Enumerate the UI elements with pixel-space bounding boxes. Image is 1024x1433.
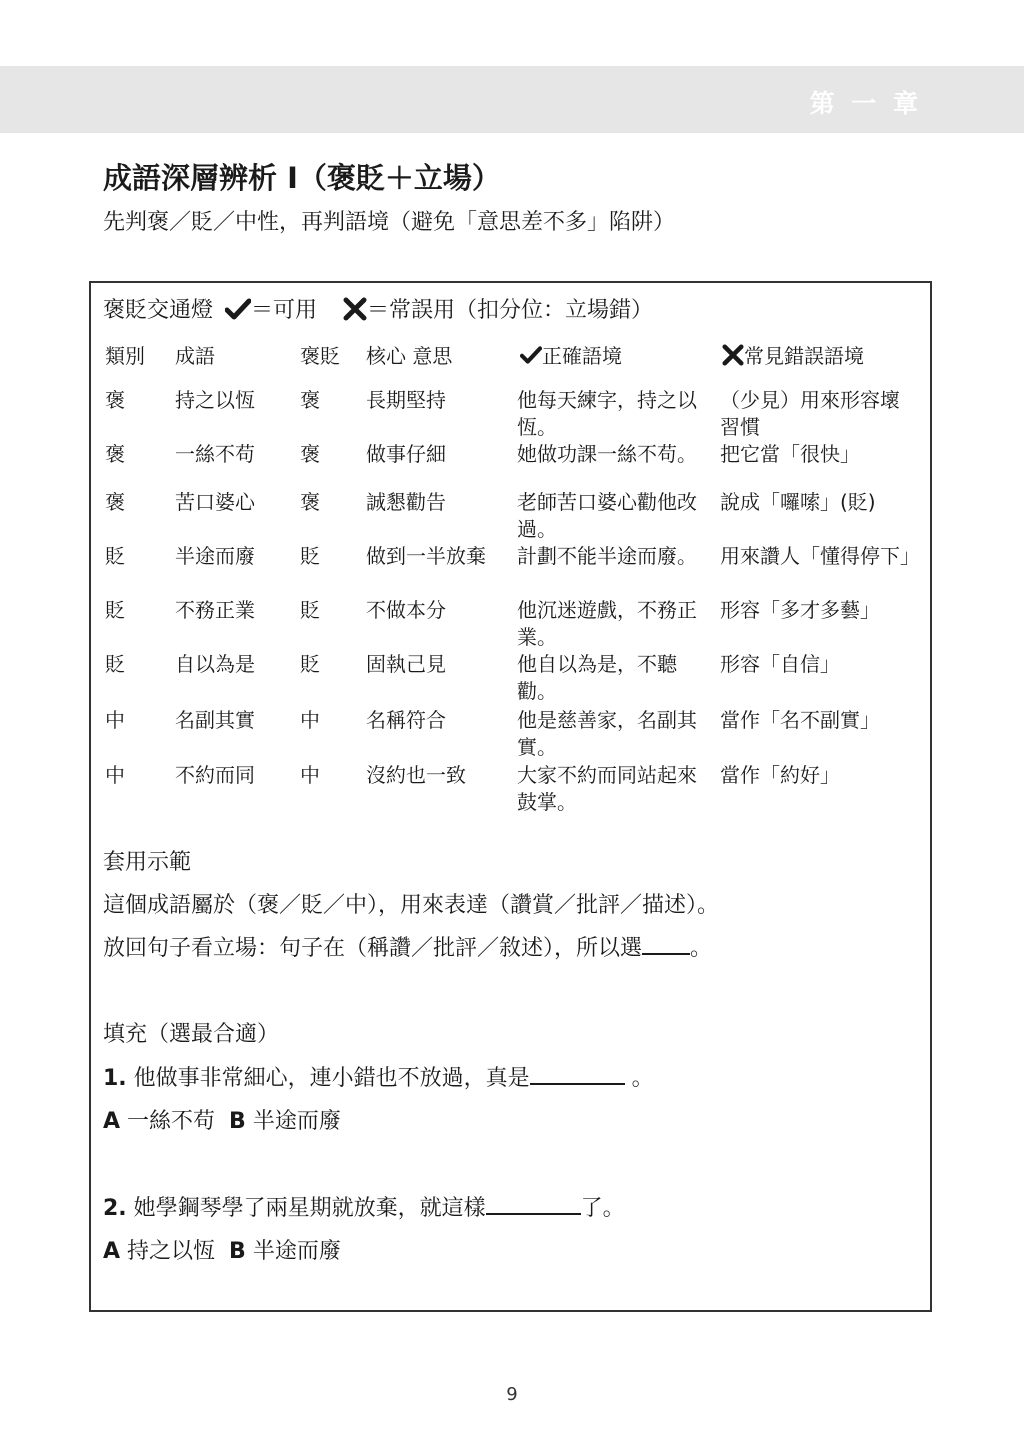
- table-cell-wrong: （少見）用來形容壞習慣: [720, 388, 900, 439]
- question-2: [103, 1191, 625, 1222]
- question-1-blank[interactable]: [530, 1082, 625, 1085]
- usage-line-1: 這個成語屬於（褒／貶／中），用來表達（讚賞／批評／描述）。: [103, 893, 720, 918]
- table-cell-wrong: 形容「多才多藝」: [720, 598, 880, 622]
- header-category: 類別: [105, 344, 145, 368]
- question-2-blank[interactable]: [486, 1212, 581, 1215]
- table-cell-meaning: 沒約也一致: [366, 763, 466, 787]
- table-cell-polarity: 褒: [300, 442, 320, 466]
- chapter-label: 第 一 章: [809, 89, 922, 118]
- table-cell-idiom: 不務正業: [175, 598, 255, 622]
- table-cell-correct: 他沉迷遊戲，不務正業。: [517, 598, 697, 649]
- table-cell-idiom: 自以為是: [175, 652, 255, 676]
- table-cell-correct: 計劃不能半途而廢。: [517, 544, 697, 568]
- legend: [103, 293, 653, 324]
- table-cell-correct: 大家不約而同站起來鼓掌。: [517, 763, 697, 814]
- table-cell-category: 貶: [105, 598, 125, 622]
- option-a-label: A: [103, 1109, 121, 1134]
- question-1-text: 他做事非常細心，連小錯也不放過，真是: [126, 1066, 530, 1091]
- question-2-suffix: 了。: [580, 1196, 625, 1221]
- table-cell-meaning: 不做本分: [366, 598, 446, 622]
- table-cell-idiom: 不約而同: [175, 763, 255, 787]
- cross-icon: [722, 344, 744, 366]
- question-2-options: [103, 1234, 341, 1265]
- question-1-options: [103, 1104, 341, 1135]
- table-cell-meaning: 固執己見: [366, 652, 446, 676]
- option-b-label: B: [229, 1239, 246, 1264]
- header-idiom: 成語: [175, 344, 215, 368]
- answer-blank: [642, 952, 690, 955]
- table-cell-polarity: 貶: [300, 652, 320, 676]
- check-icon: [520, 346, 542, 364]
- table-cell-category: 貶: [105, 544, 125, 568]
- table-cell-wrong: 當作「名不副實」: [720, 708, 880, 732]
- table-cell-wrong: 形容「自信」: [720, 652, 840, 676]
- page-title: 成語深層辨析 I（褒貶＋立場）: [103, 161, 501, 195]
- table-cell-wrong: 說成「囉嗦」(貶): [720, 490, 876, 514]
- table-cell-correct: 她做功課一絲不苟。: [517, 442, 697, 466]
- question-1: [103, 1061, 654, 1092]
- fill-heading: 填充（選最合適）: [103, 1022, 280, 1047]
- question-1-number: 1.: [103, 1066, 127, 1091]
- header-polarity: 褒貶: [300, 344, 340, 368]
- usage-line-2: [103, 931, 712, 962]
- usage-line-2-prefix: 放回句子看立場：句子在（稱讚／批評／敘述），所以選: [103, 936, 643, 961]
- table-cell-wrong: 把它當「很快」: [720, 442, 860, 466]
- option-b-text[interactable]: 半途而廢: [252, 1109, 341, 1134]
- page-number: 9: [506, 1384, 518, 1405]
- option-b-label: B: [229, 1109, 246, 1134]
- table-cell-meaning: 名稱符合: [366, 708, 446, 732]
- legend-prefix: 褒貶交通燈: [103, 298, 214, 323]
- table-cell-category: 中: [105, 763, 125, 787]
- table-cell-category: 褒: [105, 490, 125, 514]
- legend-bad-text: ＝常誤用（扣分位：立場錯）: [367, 298, 654, 323]
- table-cell-wrong: 用來讚人「懂得停下」: [720, 544, 920, 568]
- cross-icon: [343, 297, 367, 321]
- header-correct-label: 正確語境: [542, 344, 622, 368]
- table-cell-category: 褒: [105, 442, 125, 466]
- header-wrong-label: 常見錯誤語境: [744, 344, 864, 368]
- table-cell-correct: 他是慈善家，名副其實。: [517, 708, 697, 759]
- header-wrong: [722, 340, 864, 369]
- table-cell-correct: 他自以為是，不聽勸。: [517, 652, 677, 703]
- table-cell-idiom: 持之以恆: [175, 388, 255, 412]
- table-cell-polarity: 貶: [300, 598, 320, 622]
- table-cell-polarity: 褒: [300, 490, 320, 514]
- table-cell-meaning: 做到一半放棄: [366, 544, 486, 568]
- legend-ok-text: ＝可用: [251, 298, 318, 323]
- table-cell-idiom: 名副其實: [175, 708, 255, 732]
- table-cell-polarity: 褒: [300, 388, 320, 412]
- table-cell-polarity: 中: [300, 708, 320, 732]
- table-cell-meaning: 做事仔細: [366, 442, 446, 466]
- usage-heading: 套用示範: [103, 850, 192, 875]
- option-a-label: A: [103, 1239, 121, 1264]
- table-cell-wrong: 當作「約好」: [720, 763, 840, 787]
- table-cell-meaning: 誠懇勸告: [366, 490, 446, 514]
- table-cell-idiom: 苦口婆心: [175, 490, 255, 514]
- table-cell-polarity: 中: [300, 763, 320, 787]
- table-cell-category: 貶: [105, 652, 125, 676]
- page-subtitle: 先判褒／貶／中性，再判語境（避免「意思差不多」陷阱）: [103, 210, 676, 235]
- table-cell-polarity: 貶: [300, 544, 320, 568]
- table-cell-category: 中: [105, 708, 125, 732]
- option-b-text[interactable]: 半途而廢: [252, 1239, 341, 1264]
- table-cell-meaning: 長期堅持: [366, 388, 446, 412]
- header-correct: [520, 340, 622, 369]
- check-icon: [225, 298, 251, 320]
- table-cell-correct: 他每天練字，持之以恆。: [517, 388, 697, 439]
- question-2-number: 2.: [103, 1196, 127, 1221]
- table-cell-category: 褒: [105, 388, 125, 412]
- question-2-text: 她學鋼琴學了兩星期就放棄，就這樣: [126, 1196, 486, 1221]
- option-a-text[interactable]: 一絲不苟: [127, 1109, 216, 1134]
- usage-line-2-suffix: 。: [690, 936, 713, 961]
- option-a-text[interactable]: 持之以恆: [127, 1239, 216, 1264]
- table-cell-idiom: 半途而廢: [175, 544, 255, 568]
- question-1-suffix: 。: [624, 1066, 654, 1091]
- header-meaning: 核心 意思: [366, 344, 453, 368]
- table-cell-idiom: 一絲不苟: [175, 442, 255, 466]
- table-cell-correct: 老師苦口婆心勸他改過。: [517, 490, 697, 541]
